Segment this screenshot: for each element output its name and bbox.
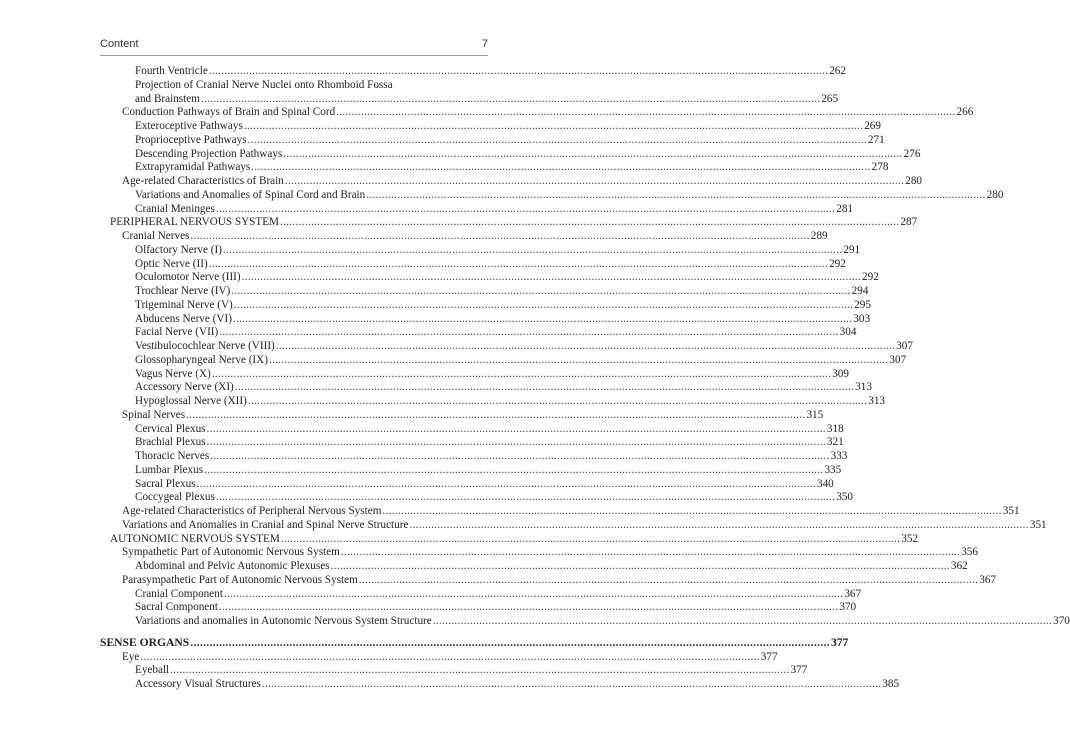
toc-entry-oculomotor-nerve[interactable]: Oculomotor Nerve (III) ........................................................................................................................................................................................................ 292 bbox=[135, 271, 879, 284]
header-rule bbox=[100, 55, 488, 56]
dot-leader: ........................................................................................................................................................................................................ bbox=[215, 202, 836, 215]
toc-entry-cervical-plexus[interactable]: Cervical Plexus ........................................................................................................................................................................................................ 318 bbox=[135, 422, 844, 435]
dot-leader: ........................................................................................................................................................................................................ bbox=[409, 518, 1029, 531]
toc-entry-sense-organs[interactable]: SENSE ORGANS ........................................................................................................................................................................................................ 377 bbox=[100, 635, 849, 649]
toc-entry-lumbar-plexus[interactable]: Lumbar Plexus ........................................................................................................................................................................................................ 335 bbox=[135, 463, 842, 476]
dot-leader: ........................................................................................................................................................................................................ bbox=[280, 216, 900, 229]
toc-entry-sacral-plexus[interactable]: Sacral Plexus ........................................................................................................................................................................................................ 340 bbox=[135, 477, 834, 490]
dot-leader: ........................................................................................................................................................................................................ bbox=[196, 477, 816, 490]
dot-leader: ........................................................................................................................................................................................................ bbox=[261, 678, 882, 690]
toc-entry-descending-projection-pathways[interactable]: Descending Projection Pathways ........................................................................................................................................................................................................ 276 bbox=[135, 147, 921, 160]
dot-leader: ........................................................................................................................................................................................................ bbox=[251, 161, 871, 174]
toc-entry-proprioceptive-pathways[interactable]: Proprioceptive Pathways ........................................................................................................................................................................................................ 271 bbox=[135, 133, 885, 146]
dot-leader: ........................................................................................................................................................................................................ bbox=[223, 587, 844, 600]
running-header bbox=[100, 38, 488, 54]
toc-entry-and-brainstem[interactable]: and Brainstem ........................................................................................................................................................................................................ 265 bbox=[135, 92, 839, 105]
dot-leader: ........................................................................................................................................................................................................ bbox=[340, 546, 961, 559]
dot-leader: ........................................................................................................................................................................................................ bbox=[210, 450, 830, 462]
dot-leader: ........................................................................................................................................................................................................ bbox=[241, 271, 861, 284]
dot-leader: ........................................................................................................................................................................................................ bbox=[243, 120, 864, 132]
toc-entry-accessory-nerve[interactable]: Accessory Nerve (XI) ........................................................................................................................................................................................................ 313 bbox=[135, 381, 872, 394]
dot-leader: ........................................................................................................................................................................................................ bbox=[275, 340, 896, 352]
dot-leader: ........................................................................................................................................................................................................ bbox=[233, 298, 854, 311]
dot-leader: ........................................................................................................................................................................................................ bbox=[190, 635, 830, 649]
dot-leader: ........................................................................................................................................................................................................ bbox=[219, 326, 839, 339]
toc-entry-vestibulocochlear-nerve[interactable]: Vestibulocochlear Nerve (VIII) ........................................................................................................................................................................................................ 307 bbox=[135, 340, 913, 352]
toc-entry-trigeminal-nerve[interactable]: Trigeminal Nerve (V) ........................................................................................................................................................................................................ 295 bbox=[135, 298, 871, 311]
dot-leader: ........................................................................................................................................................................................................ bbox=[211, 367, 832, 380]
toc-entry-eye[interactable]: Eye ........................................................................................................................................................................................................ 377 bbox=[122, 650, 778, 663]
toc-entry-thoracic-nerves[interactable]: Thoracic Nerves ........................................................................................................................................................................................................ 333 bbox=[135, 450, 848, 462]
running-header-title: Content bbox=[100, 38, 139, 50]
toc-entry-eyeball[interactable]: Eyeball ........................................................................................................................................................................................................ 377 bbox=[135, 664, 808, 677]
dot-leader: ........................................................................................................................................................................................................ bbox=[382, 505, 1002, 517]
dot-leader: ........................................................................................................................................................................................................ bbox=[280, 532, 901, 545]
dot-leader: ........................................................................................................................................................................................................ bbox=[247, 133, 867, 146]
toc-entry-exteroceptive-pathways[interactable]: Exteroceptive Pathways ........................................................................................................................................................................................................ 269 bbox=[135, 120, 881, 132]
dot-leader: ........................................................................................................................................................................................................ bbox=[186, 408, 806, 421]
toc-entry-spinal-nerves[interactable]: Spinal Nerves ........................................................................................................................................................................................................ 315 bbox=[122, 408, 824, 421]
toc-entry-abducens-nerve[interactable]: Abducens Nerve (VI) ........................................................................................................................................................................................................ 303 bbox=[135, 312, 871, 325]
dot-leader: ........................................................................................................................................................................................................ bbox=[204, 463, 824, 476]
toc-entry-optic-nerve[interactable]: Optic Nerve (II) ........................................................................................................................................................................................................ 292 bbox=[135, 257, 846, 270]
toc-entry-brachial-plexus[interactable]: Brachial Plexus ........................................................................................................................................................................................................ 321 bbox=[135, 436, 844, 449]
dot-leader: ........................................................................................................................................................................................................ bbox=[208, 65, 829, 77]
toc-entry-olfactory-nerve[interactable]: Olfactory Nerve (I) ........................................................................................................................................................................................................ 291 bbox=[135, 243, 861, 256]
toc-entry-fourth-ventricle[interactable]: Fourth Ventricle ........................................................................................................................................................................................................ 262 bbox=[135, 65, 846, 77]
toc-entry-age-related-brain[interactable]: Age-related Characteristics of Brain ........................................................................................................................................................................................................ 280 bbox=[122, 175, 922, 187]
dot-leader: ........................................................................................................................................................................................................ bbox=[206, 436, 826, 449]
toc-entry-variations-ans-structure[interactable]: Variations and anomalies in Autonomic Nervous System Structure ........................................................................................................................................................................................................ 370 bbox=[135, 615, 1070, 627]
toc-entry-variations-nerve-structure[interactable]: Variations and Anomalies in Cranial and Spinal Nerve Structure ........................................................................................................................................................................................................ 351 bbox=[122, 518, 1047, 531]
toc-entry-sacral-component[interactable]: Sacral Component ........................................................................................................................................................................................................ 370 bbox=[135, 601, 857, 614]
dot-leader: ........................................................................................................................................................................................................ bbox=[208, 257, 829, 270]
dot-leader: ........................................................................................................................................................................................................ bbox=[336, 106, 956, 119]
toc-entry-conduction-pathways[interactable]: Conduction Pathways of Brain and Spinal Cord ........................................................................................................................................................................................................ 266 bbox=[122, 106, 974, 119]
toc-entry-cranial-nerves[interactable]: Cranial Nerves ........................................................................................................................................................................................................ 289 bbox=[122, 230, 828, 242]
dot-leader: ........................................................................................................................................................................................................ bbox=[200, 92, 821, 105]
toc-entry-accessory-visual-structures[interactable]: Accessory Visual Structures ........................................................................................................................................................................................................ 385 bbox=[135, 678, 900, 690]
toc-entry-extrapyramidal-pathways[interactable]: Extrapyramidal Pathways ........................................................................................................................................................................................................ 278 bbox=[135, 161, 889, 174]
dot-leader: ........................................................................................................................................................................................................ bbox=[366, 188, 986, 201]
dot-leader: ........................................................................................................................................................................................................ bbox=[222, 243, 843, 256]
dot-leader: ........................................................................................................................................................................................................ bbox=[232, 312, 853, 325]
dot-leader: ........................................................................................................................................................................................................ bbox=[190, 230, 810, 242]
dot-leader: ........................................................................................................................................................................................................ bbox=[283, 147, 903, 160]
page-number: 7 bbox=[481, 38, 488, 50]
dot-leader: ........................................................................................................................................................................................................ bbox=[234, 381, 855, 394]
toc-entry-cranial-component[interactable]: Cranial Component ........................................................................................................................................................................................................ 367 bbox=[135, 587, 862, 600]
toc-entry-glossopharyngeal-nerve[interactable]: Glossopharyngeal Nerve (IX) ........................................................................................................................................................................................................ 307 bbox=[135, 353, 907, 366]
toc-entry-variations-spinal-cord-brain[interactable]: Variations and Anomalies of Spinal Cord and Brain ........................................................................................................................................................................................................ 280 bbox=[135, 188, 1004, 201]
toc-entry-age-related-pns[interactable]: Age-related Characteristics of Peripheral Nervous System ........................................................................................................................................................................................................ 351 bbox=[122, 505, 1020, 517]
dot-leader: ........................................................................................................................................................................................................ bbox=[140, 650, 760, 663]
toc-entry-facial-nerve[interactable]: Facial Nerve (VII) ........................................................................................................................................................................................................ 304 bbox=[135, 326, 857, 339]
toc-entry-peripheral-nervous-system[interactable]: PERIPHERAL NERVOUS SYSTEM ........................................................................................................................................................................................................ 287 bbox=[110, 216, 918, 229]
toc-entry-coccygeal-plexus[interactable]: Coccygeal Plexus ........................................................................................................................................................................................................ 350 bbox=[135, 491, 854, 504]
dot-leader: ........................................................................................................................................................................................................ bbox=[432, 615, 1053, 627]
toc-entry-hypoglossal-nerve[interactable]: Hypoglossal Nerve (XII) ........................................................................................................................................................................................................ 313 bbox=[135, 395, 885, 407]
dot-leader: ........................................................................................................................................................................................................ bbox=[170, 664, 790, 677]
toc-entry-vagus-nerve[interactable]: Vagus Nerve (X) ........................................................................................................................................................................................................ 309 bbox=[135, 367, 849, 380]
dot-leader: ........................................................................................................................................................................................................ bbox=[231, 285, 851, 297]
dot-leader: ........................................................................................................................................................................................................ bbox=[358, 573, 979, 586]
dot-leader: ........................................................................................................................................................................................................ bbox=[284, 175, 905, 187]
dot-leader: ........................................................................................................................................................................................................ bbox=[330, 560, 950, 572]
dot-leader: ........................................................................................................................................................................................................ bbox=[247, 395, 868, 407]
toc-entry-trochlear-nerve[interactable]: Trochlear Nerve (IV) ........................................................................................................................................................................................................ 294 bbox=[135, 285, 869, 297]
toc-entry-autonomic-nervous-system[interactable]: AUTONOMIC NERVOUS SYSTEM ........................................................................................................................................................................................................ 352 bbox=[110, 532, 918, 545]
dot-leader: ........................................................................................................................................................................................................ bbox=[215, 491, 836, 504]
toc-entry-sympathetic-part[interactable]: Sympathetic Part of Autonomic Nervous System ........................................................................................................................................................................................................ 356 bbox=[122, 546, 978, 559]
dot-leader: ........................................................................................................................................................................................................ bbox=[218, 601, 839, 614]
toc-entry-projection-cranial-nerve-nuclei[interactable]: Projection of Cranial Nerve Nuclei onto Rhomboid Fossa bbox=[135, 78, 393, 91]
dot-leader: ........................................................................................................................................................................................................ bbox=[268, 353, 889, 366]
dot-leader: ........................................................................................................................................................................................................ bbox=[206, 422, 826, 435]
toc-entry-cranial-meninges[interactable]: Cranial Meninges ........................................................................................................................................................................................................ 281 bbox=[135, 202, 854, 215]
toc-entry-abdominal-pelvic-plexuses[interactable]: Abdominal and Pelvic Autonomic Plexuses ........................................................................................................................................................................................................ 362 bbox=[135, 560, 968, 572]
toc-entry-parasympathetic-part[interactable]: Parasympathetic Part of Autonomic Nervous System ........................................................................................................................................................................................................ 367 bbox=[122, 573, 996, 586]
